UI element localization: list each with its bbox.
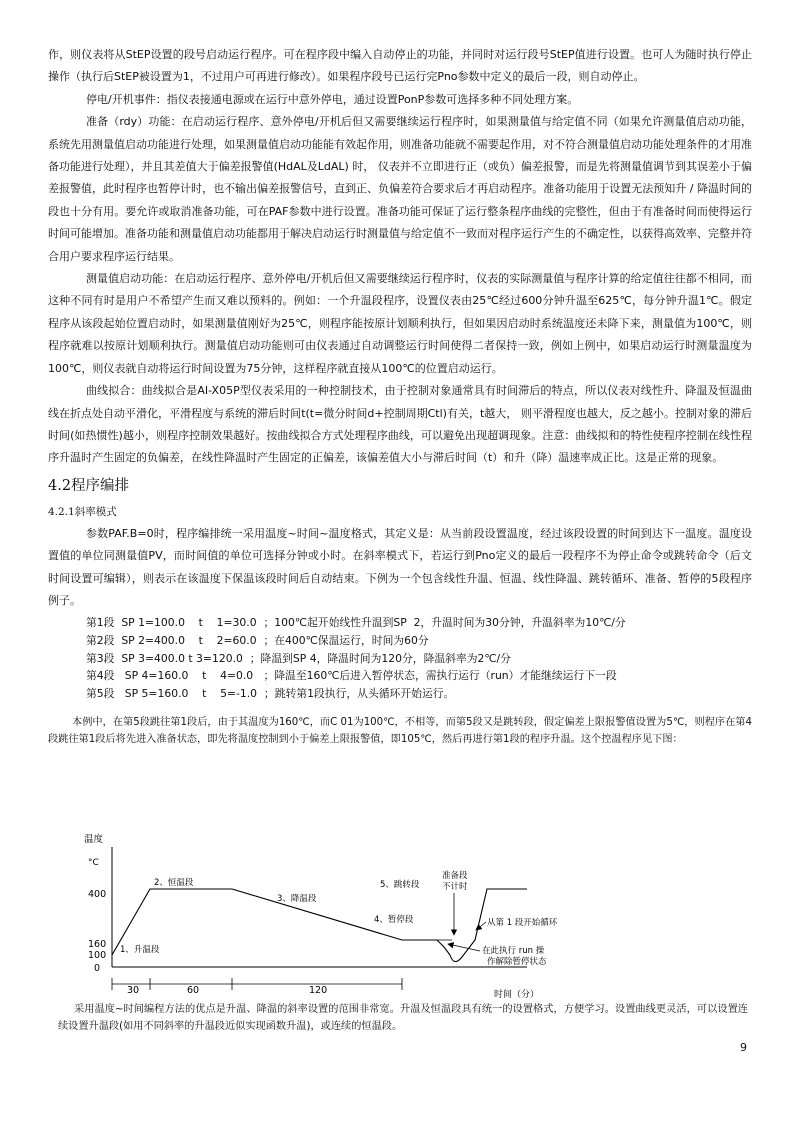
label-loop: 从第 1 段开始循环 [487,918,558,928]
x-axis-title: 时间（分） [494,990,540,999]
program-step: 第3段 SP 3=400.0 t 3=120.0 ；降温到SP 4，降温时间为120分，降温斜率为2℃/分 [86,651,511,665]
x-interval-60: 60 [187,985,200,996]
y-axis-title: 温度 [84,834,104,845]
paragraph-curve-fit: 曲线拟合：曲线拟合是AI-X05P型仪表采用的一种控制技术，由于控制对象通常具有时间滞后的特点，所以仪表对线性升、降温及恒温曲线在折点处自动平滑化，平滑程度与系统的滞后时间t(t=微分时间d+控制周期Ctl)有关，t越大， 则平滑程度也越大，反之越小。控制对象的滞后时间(如热惯性)越小，则程序控制效果越好。按曲线拟合方式处理程序曲线，可以避免出现超调现象。注意：曲线拟和的特性使程序控制在线性程序升温时产生固定的负偏差，在线性降温时产生固定的正偏差，该偏差值大小与滞后时间（t）和升（降）温速率成正比。这是正常的现象。 [48,384,752,465]
program-step: 第1段 SP 1=100.0 t 1=30.0 ；100℃起开始线性升温到SP 2，升温时间为30分钟，升温斜率为10℃/分 [86,616,626,630]
program-step: 第5段 SP 5=160.0 t 5=-1.0 ；跳转第1段执行，从头循环开始运行。 [86,686,455,700]
x-interval-120: 120 [309,985,328,996]
y-unit: °C [88,858,99,868]
program-step: 第2段 SP 2=400.0 t 2=60.0 ；在400℃保温运行，时间为60分 [86,633,429,647]
page-number: 9 [740,1041,747,1054]
page-body [48,44,752,748]
label-seg2: 2、恒温段 [154,878,194,888]
y-tick-100: 100 [88,950,107,961]
y-tick-400: 400 [88,889,107,900]
label-run-2: 作解除暂停状态 [487,957,547,967]
loop-pointer [476,922,486,930]
paragraph-example-explanation: 本例中，在第5段跳往第1段后，由于其温度为160℃，而C 01为100℃，不相等，而第5段又是跳转段，假定偏差上限报警值设置为5℃，则程序在第4段跳往第1段后将先进入准备状态，即先将温度控制到小于偏差上限报警值，即105℃，然后再进行第1段的程序升温。这个控温程序见下图： [48,717,752,746]
program-steps-list [86,614,752,702]
program-step: 第4段 SP 4=160.0 t 4=0.0 ；降温至160℃后进入暂停状态，需执行运行（run）才能继续运行下一段 [86,669,617,683]
paragraph-stop-run: 作，则仪表将从StEP设置的段号启动运行程序。可在程序段中编入自动停止的功能，并同时对运行段号StEP值进行设置。也可人为随时执行停止操作（执行后StEP被设置为1，不过用户可再进行修改）。如果程序段号已运行完Pno参数中定义的最后一段，则自动停止。 [48,48,752,84]
label-ready-1: 准备段 [442,871,468,881]
x-interval-30: 30 [127,985,140,996]
label-ready-2: 不计时 [442,882,468,892]
label-seg3: 3、降温段 [277,894,317,904]
label-seg1: 1、升温段 [120,945,160,955]
label-seg4: 4、暂停段 [374,915,414,925]
label-seg5: 5、跳转段 [380,880,420,890]
y-tick-0: 0 [94,963,101,974]
y-tick-160: 160 [88,939,107,950]
subsection-heading: 4.2.1斜率模式 [48,505,117,518]
label-run-1: 在此执行 run 操 [482,946,545,956]
section-heading: 4.2程序编排 [48,477,130,494]
run-pointer [448,944,480,951]
paragraph-slope-mode: 参数PAF.B=0时，程序编排统一采用温度~时间~温度格式，其定义是：从当前段设置温度，经过该段设置的时间到达下一温度。温度设置值的单位同测量值PV，而时间值的单位可选择分钟或小时。在斜率模式下，若运行到Pno定义的最后一段程序不为停止命令或跳转命令（后文时间设置可编辑），则表示在该温度下保温该段时间后自动结束。下例为一个包含线性升温、恒温、线性降温、跳转循环、准备、暂停的5段程序例子。 [48,526,752,607]
paragraph-advantages: 采用温度~时间编程方法的优点是升温、降温的斜率设置的范围非常宽。升温及恒温段具有统一的设置格式，方便学习。设置曲线更灵活，可以设置连续设置升温段(如用不同斜率的升温段近似实现函数升温)，或连续的恒温段。 [58,1004,748,1032]
paragraph-pv-start: 测量值启动功能：在启动运行程序、意外停电/开机后但又需要继续运行程序时，仪表的实际测量值与程序计算的给定值往往都不相同，而这种不同有时是用户不希望产生而又难以预料的。例如：一个升温段程序，设置仪表由25℃经过600分钟升温至625℃，每分钟升温1℃。假定程序从该段起始位置启动时，如果测量值刚好为25℃，则程序能按原计划顺利执行，但如果因启动时系统温度还未降下来，测量值为100℃，则程序就难以按原计划顺利执行。测量值启动功能则可由仪表通过自动调整运行时间使得二者保持一致，例如上例中，如果启动运行时测量温度为100℃，则仪表就自动将运行时间设置为75分钟，这样程序就直接从100℃的位置启动运行。 [48,272,752,375]
paragraph-power-event: 停电/开机事件：指仪表接通电源或在运行中意外停电，通过设置PonP参数可选择多种不同处理方案。 [86,92,579,106]
temperature-program-diagram [82,827,602,999]
paragraph-ready-function: 准备（rdy）功能：在启动运行程序、意外停电/开机后但又需要继续运行程序时，如果测量值与给定值不同（如果允许测量值启动功能，系统先用测量值启动功能进行处理，如果测量值启动功能能有效起作用，则准备功能就不需要起作用，对不符合测量值启动功能处理条件的才用准备功能进行处理），并且其差值大于偏差报警值(HdAL及LdAL) 时， 仪表并不立即进行正（或负）偏差报警，而是先将测量值调节到其误差小于偏差报警值，此时程序也暂停计时，也不输出偏差报警信号，直到正、负偏差符合要求后才再启动程序。准备功能用于设置无法预知升 / 降温时间的段也十分有用。要允许或取消准备功能，可在PAF参数中进行设置。准备功能可保证了运行整条程序曲线的完整性，但由于有准备时间而使得运行时间可能增加。准备功能和测量值启动功能都用于解决启动运行时测量值与给定值不一致而对程序运行产生的不确定性，以获得高效率、完整并符合用户要求程序运行结果。 [48,115,752,263]
